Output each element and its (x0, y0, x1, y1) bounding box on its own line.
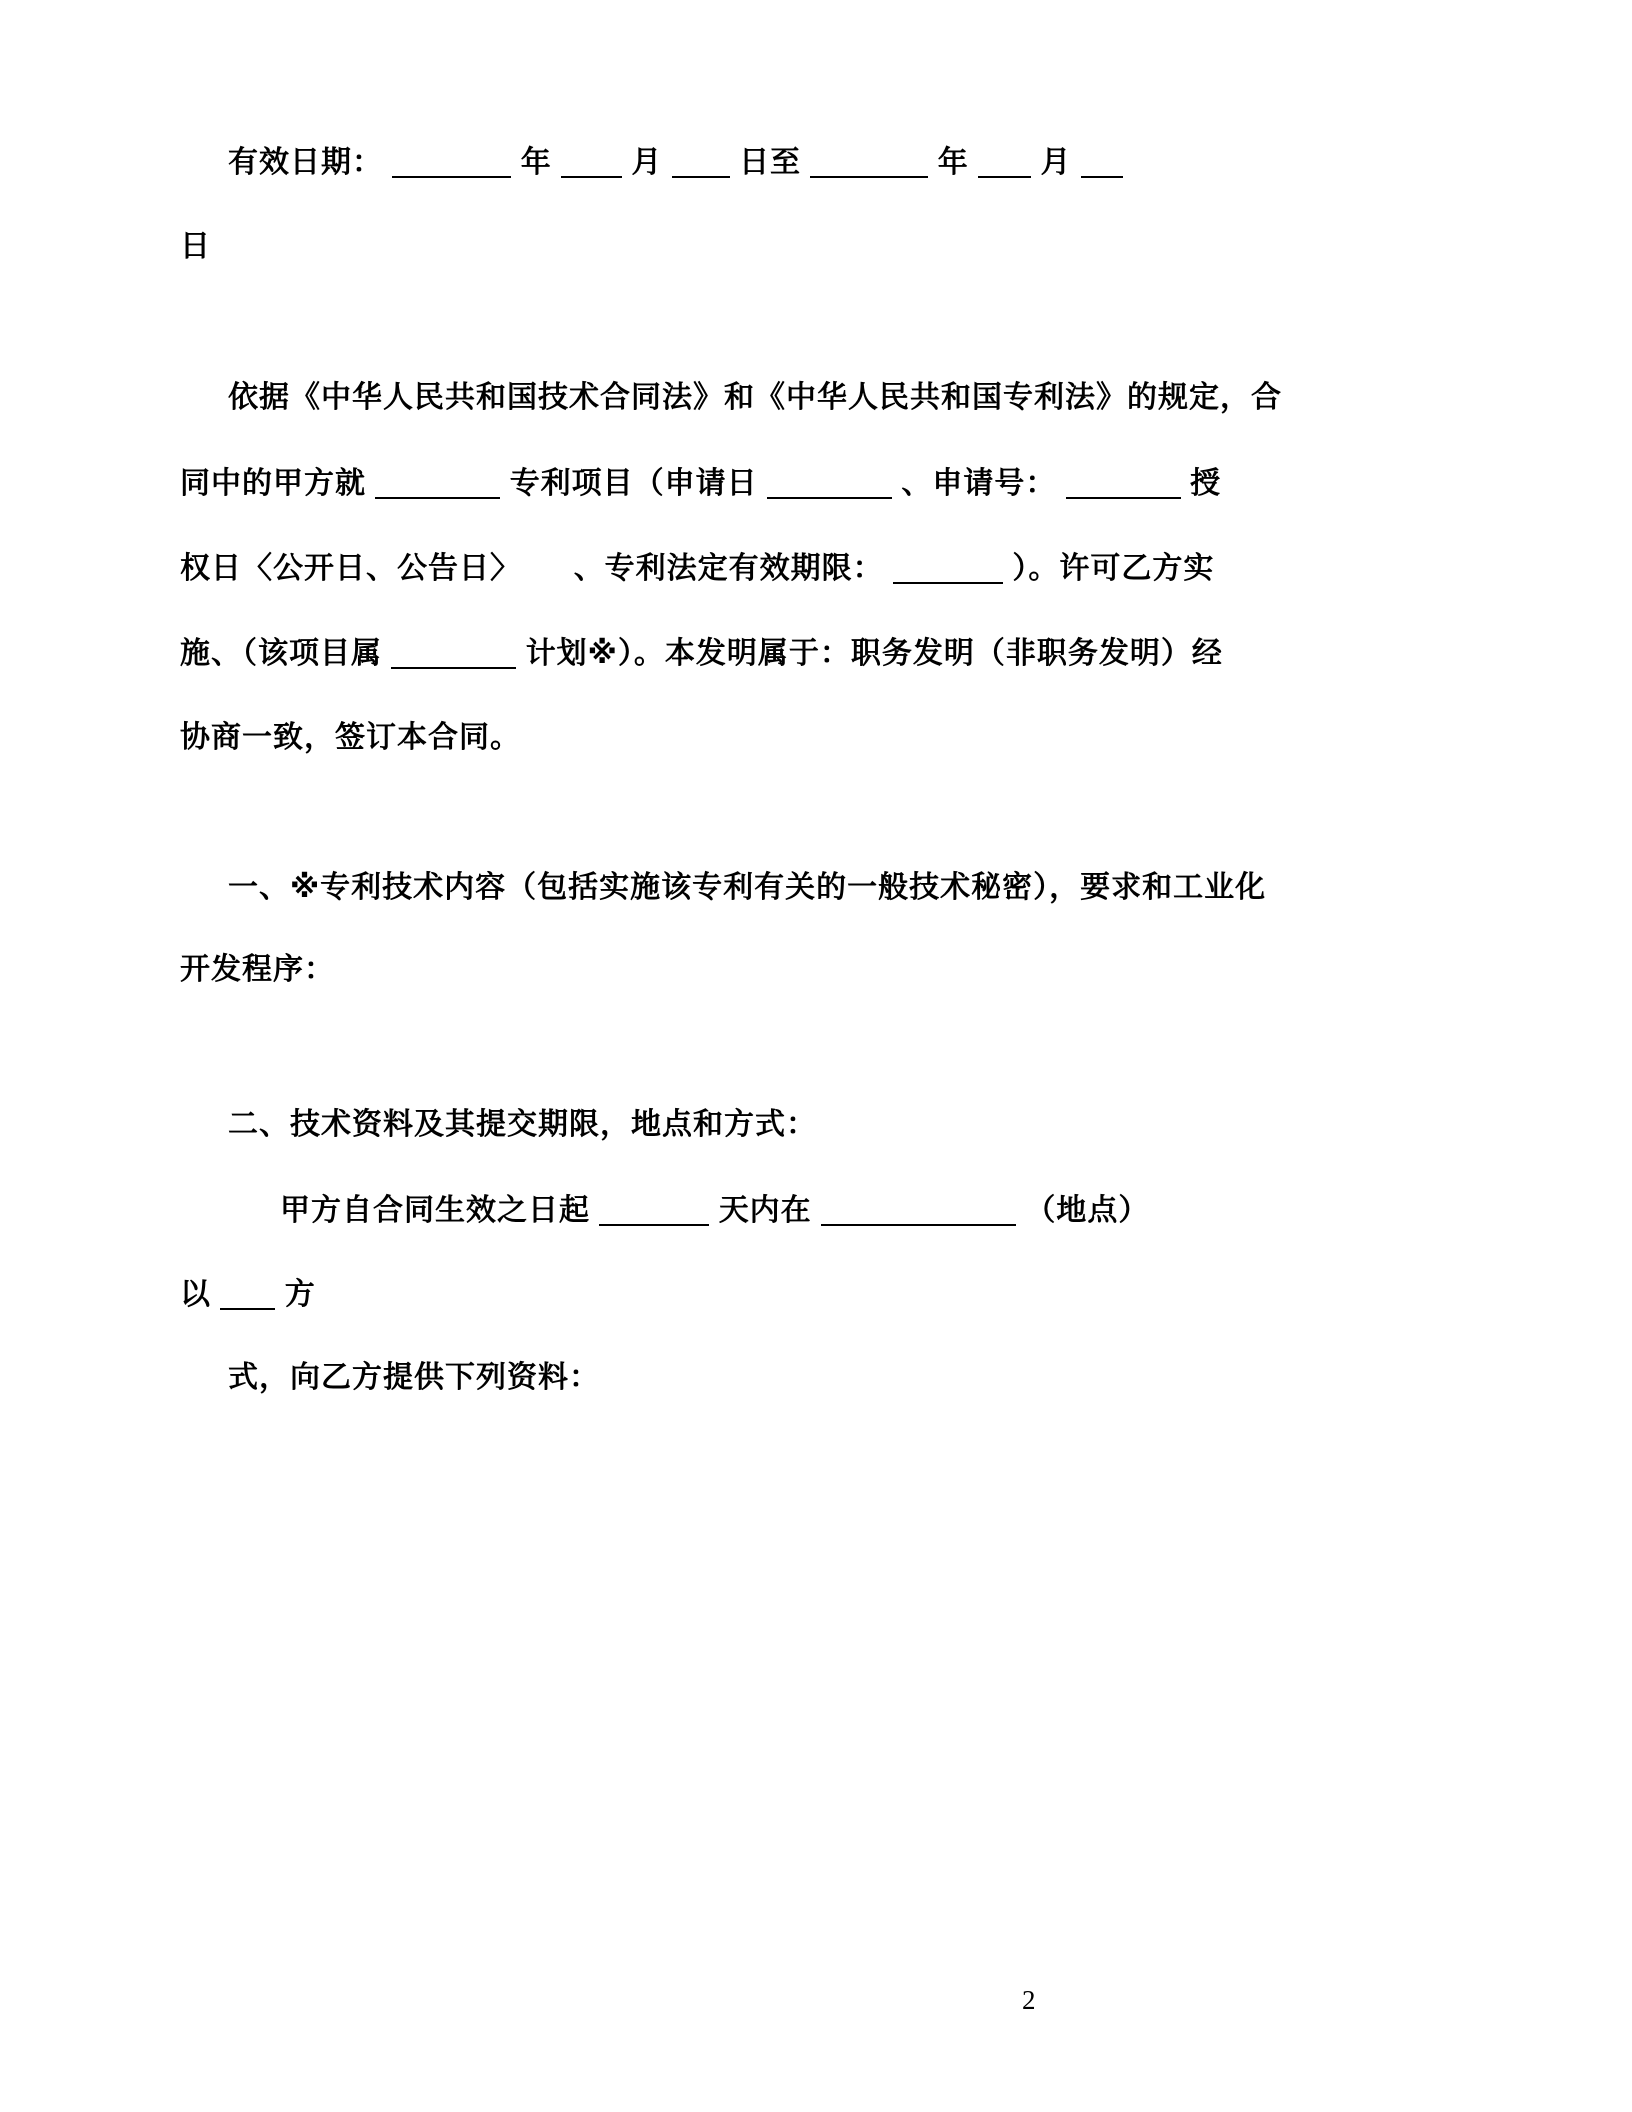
blank-location (821, 1190, 1016, 1226)
section-2-text-1a: 甲方自合同生效之日起 (280, 1194, 590, 1227)
section-2-text-3: 式，向乙方提供下列资料： (228, 1361, 600, 1394)
blank-patent-project (375, 463, 500, 499)
basis-text-4a: 施、（该项目属 (180, 637, 382, 670)
blank-end-month (978, 142, 1031, 178)
validity-label: 有效日期： (228, 146, 383, 179)
section-2-title-line (228, 1105, 1108, 1145)
blank-end-day (1081, 142, 1123, 178)
section-2-text-1b: 天内在 (718, 1194, 812, 1227)
basis-text-2d: 授 (1190, 467, 1222, 500)
blank-start-year (392, 142, 511, 178)
basis-text-2b: 专利项目（申请日 (509, 467, 758, 500)
blank-application-number (1066, 463, 1181, 499)
basis-text-2a: 同中的甲方就 (180, 467, 366, 500)
section-2-text-1c: （地点） (1025, 1194, 1150, 1227)
section-2-text-2b: 方 (284, 1278, 316, 1311)
start-year-label: 年 (520, 146, 552, 179)
basis-paragraph-line-1 (228, 378, 1282, 418)
section-2-line-1 (280, 1190, 1160, 1231)
start-month-label: 月 (631, 146, 663, 179)
blank-application-date (767, 463, 892, 499)
section-1-text-2: 开发程序： (180, 953, 335, 986)
section-2-line-3 (228, 1358, 1108, 1398)
blank-start-month (561, 142, 622, 178)
end-day-label: 日 (180, 230, 211, 263)
page-number: 2 (1022, 1985, 1036, 2015)
basis-paragraph-line-4 (180, 633, 1223, 674)
basis-text-2c: 、申请号： (901, 467, 1057, 500)
section-1-line-1 (228, 868, 1267, 908)
blank-legal-validity-period (893, 548, 1003, 584)
basis-text-1: 依据《中华人民共和国技术合同法》和《中华人民共和国专利法》的规定，合 (228, 381, 1282, 414)
validity-date-line (228, 142, 1108, 183)
blank-method (220, 1274, 275, 1310)
basis-text-5: 协商一致，签订本合同。 (180, 721, 521, 754)
validity-wrap-line (180, 227, 1060, 267)
blank-plan-name (391, 633, 516, 669)
basis-text-3c: ）。许可乙方实 (1012, 552, 1215, 585)
section-1-line-2 (180, 950, 1060, 990)
blank-start-day (672, 142, 730, 178)
basis-paragraph-line-3 (180, 548, 1215, 589)
section-2-title: 二、技术资料及其提交期限，地点和方式： (228, 1108, 817, 1141)
basis-text-4b: 计划※）。本发明属于：职务发明（非职务发明）经 (525, 637, 1223, 670)
day-to-label: 日至 (739, 146, 802, 179)
blank-days (599, 1190, 709, 1226)
basis-paragraph-line-2 (180, 463, 1222, 504)
basis-text-3a: 权日〈公开日、公告日〉 (180, 552, 521, 585)
section-1-text-1: 一、※专利技术内容（包括实施该专利有关的一般技术秘密），要求和工业化 (228, 871, 1267, 904)
basis-text-3b: 、专利法定有效期限： (573, 552, 884, 585)
end-month-label: 月 (1040, 146, 1072, 179)
section-2-text-2a: 以 (180, 1278, 211, 1311)
section-2-line-2 (180, 1274, 1060, 1315)
end-year-label: 年 (937, 146, 969, 179)
blank-end-year (810, 142, 928, 178)
basis-paragraph-line-5 (180, 718, 1060, 758)
